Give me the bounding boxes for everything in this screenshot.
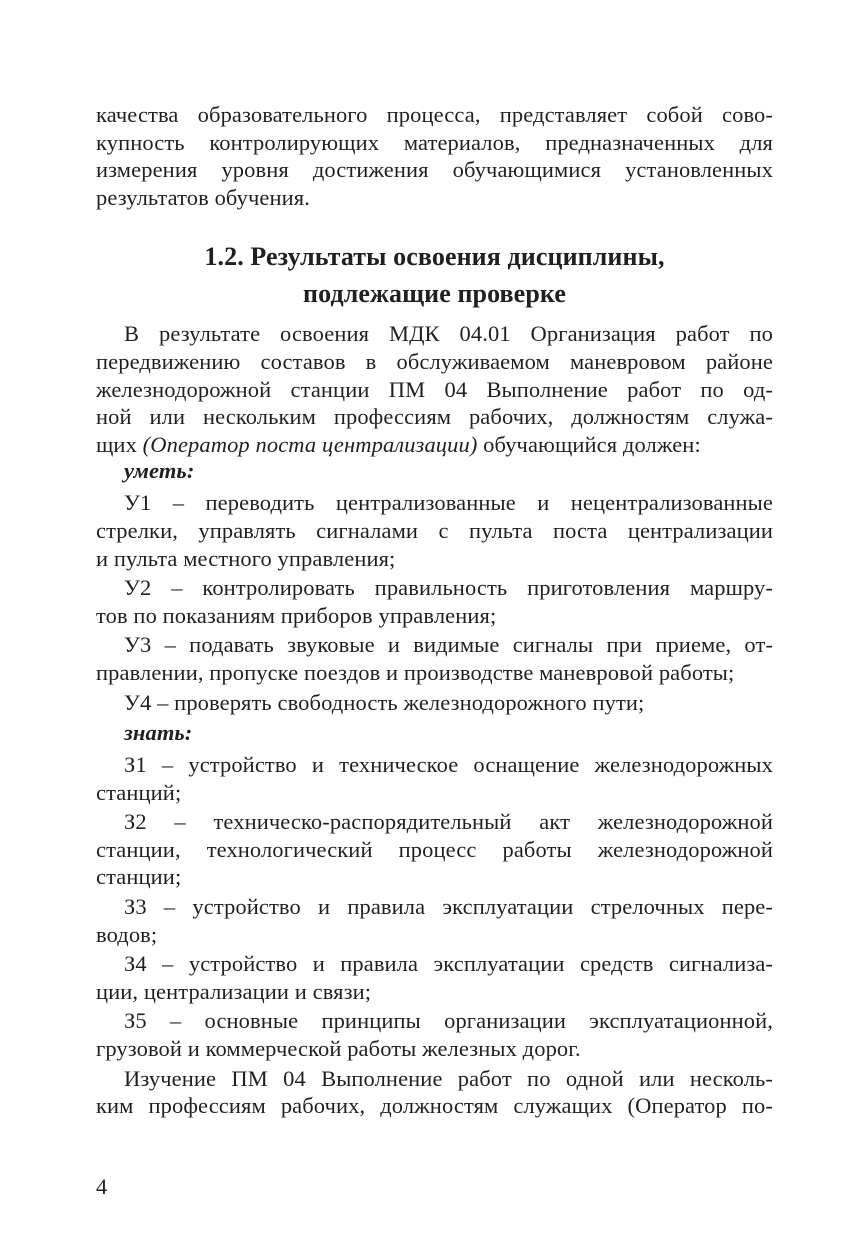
- text-line: измерения уровня достижения обучающимися установленных: [96, 157, 773, 183]
- paragraph: [96, 320, 773, 458]
- text-line: правлении, пропуске поездов и производстве маневровой работы;: [96, 659, 735, 685]
- paragraph: [96, 101, 773, 211]
- text-line: подлежащие проверке: [303, 279, 566, 309]
- text-line: ной или нескольким профессиям рабочих, должностям служа-: [96, 404, 773, 430]
- text-line: станции;: [96, 864, 182, 890]
- text-line: железнодорожной станции ПМ 04 Выполнение работ по од-: [96, 376, 773, 402]
- text-line: 1.2. Результаты освоения дисциплины,: [204, 242, 665, 272]
- paragraph: [96, 808, 773, 891]
- paragraph: [96, 1065, 773, 1120]
- text-line: [96, 431, 773, 459]
- page-body: [96, 101, 773, 1120]
- text-line: У2 – контролировать правильность приготовления маршру-: [124, 575, 773, 601]
- list-label: [96, 456, 773, 486]
- text-line: З3 – устройство и правила эксплуатации стрелочных пере-: [124, 894, 773, 920]
- paragraph: [96, 893, 773, 948]
- text-line: водов;: [96, 921, 158, 947]
- text-line: ким профессиям рабочих, должностям служащих (Оператор по-: [96, 1093, 773, 1119]
- text-line: Изучение ПМ 04 Выполнение работ по одной или несколь-: [124, 1065, 773, 1091]
- text-line: знать:: [124, 720, 193, 746]
- paragraph: [96, 574, 773, 629]
- paragraph: [96, 751, 773, 806]
- list-label: [96, 718, 773, 748]
- text-line: З2 – техническо-распорядительный акт железнодорожной: [124, 809, 773, 835]
- text-line: купность контролирующих материалов, предназначенных для: [96, 129, 773, 155]
- text-line: тов по показаниям приборов управления;: [96, 602, 497, 628]
- text-line: З1 – устройство и техническое оснащение железнодорожных: [124, 752, 773, 778]
- section-heading: [96, 238, 773, 312]
- paragraph: [96, 489, 773, 572]
- paragraph: [96, 1007, 773, 1062]
- page-number: 4: [96, 1174, 108, 1199]
- text-line: У4 – проверять свободность железнодорожного пути;: [124, 689, 645, 715]
- text-line: У3 – подавать звуковые и видимые сигналы при приеме, от-: [124, 632, 773, 658]
- text-line: качества образовательного процесса, представляет собой сово-: [96, 102, 773, 127]
- text-line: станции, технологический процесс работы железнодорожной: [96, 836, 773, 862]
- italic-text: (Оператор поста централизации): [142, 431, 478, 457]
- text-line: У1 – переводить централизованные и нецентрализованные: [124, 490, 773, 516]
- text-segment: обучающийся должен:: [477, 431, 701, 457]
- text-line: грузовой и коммерческой работы железных дорог.: [96, 1036, 581, 1062]
- text-line: и пульта местного управления;: [96, 545, 396, 571]
- text-line: уметь:: [124, 458, 195, 484]
- text-line: стрелки, управлять сигналами с пульта поста централизации: [96, 517, 773, 543]
- text-line: З4 – устройство и правила эксплуатации средств сигнализа-: [124, 951, 773, 977]
- text-segment: щих: [96, 431, 143, 457]
- paragraph: [96, 950, 773, 1005]
- text-line: передвижению составов в обслуживаемом маневровом районе: [96, 348, 773, 374]
- text-line: результатов обучения.: [96, 184, 310, 210]
- text-line: ции, централизации и связи;: [96, 978, 372, 1004]
- text-line: З5 – основные принципы организации эксплуатационной,: [124, 1008, 773, 1034]
- paragraph: [96, 689, 773, 717]
- text-line: В результате освоения МДК 04.01 Организация работ по: [124, 321, 773, 347]
- paragraph: [96, 631, 773, 686]
- text-line: станций;: [96, 779, 182, 805]
